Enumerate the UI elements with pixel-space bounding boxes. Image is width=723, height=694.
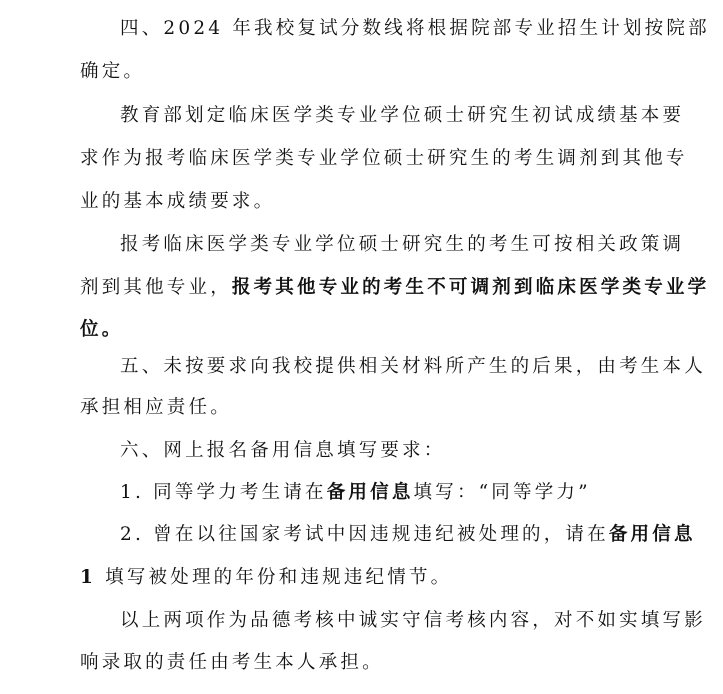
bold-text-run: 报考其他专业的考生不可调剂到临床医学类专业学 <box>231 277 710 298</box>
paragraph-line <box>80 566 452 590</box>
text-run: 求作为报考临床医学类专业学位硕士研究生的考生调剂到其他专 <box>80 148 688 169</box>
text-run: 教育部划定临床医学类专业学位硕士研究生初试成绩基本要 <box>120 105 685 126</box>
paragraph-line <box>120 355 706 379</box>
text-run: 六、网上报名备用信息填写要求： <box>120 440 446 461</box>
paragraph-line <box>80 318 123 342</box>
paragraph-line <box>120 523 696 547</box>
paragraph-line <box>80 276 709 300</box>
bold-text-run: 1 <box>80 567 97 588</box>
paragraph-line <box>80 147 688 171</box>
text-run: 填写：“同等学力” <box>413 482 591 503</box>
text-run: 响录取的责任由考生本人承担。 <box>80 652 384 673</box>
bold-text-run: 位。 <box>80 319 124 340</box>
paragraph-line <box>120 481 591 505</box>
paragraph-line <box>120 609 706 633</box>
paragraph-line <box>80 396 232 420</box>
bold-text-run: 备用信息 <box>326 482 414 503</box>
paragraph-line <box>120 104 684 128</box>
paragraph-line <box>80 60 145 84</box>
paragraph-line <box>120 17 710 41</box>
paragraph-line <box>120 439 446 463</box>
text-run: 确定。 <box>80 61 146 82</box>
text-run: 以上两项作为品德考核中诚实守信考核内容，对不如实填写影 <box>120 610 706 631</box>
text-run: 2. 曾在以往国家考试中因违规违纪被处理的，请在 <box>120 524 609 545</box>
paragraph-line <box>80 190 275 214</box>
paragraph-line <box>120 233 684 257</box>
text-run: 剂到其他专业， <box>80 277 232 298</box>
text-run: 报考临床医学类专业学位硕士研究生的考生可按相关政策调 <box>120 234 685 255</box>
bold-text-run: 备用信息 <box>608 524 696 545</box>
text-run: 五、未按要求向我校提供相关材料所产生的后果，由考生本人 <box>120 356 706 377</box>
text-run: 承担相应责任。 <box>80 397 232 418</box>
text-run: 四、2024 年我校复试分数线将根据院部专业招生计划按院部 <box>120 18 710 39</box>
text-run: 业的基本成绩要求。 <box>80 191 276 212</box>
text-run: 1. 同等学力考生请在 <box>120 482 327 503</box>
paragraph-line <box>80 651 384 675</box>
text-run: 填写被处理的年份和违规违纪情节。 <box>96 567 453 588</box>
